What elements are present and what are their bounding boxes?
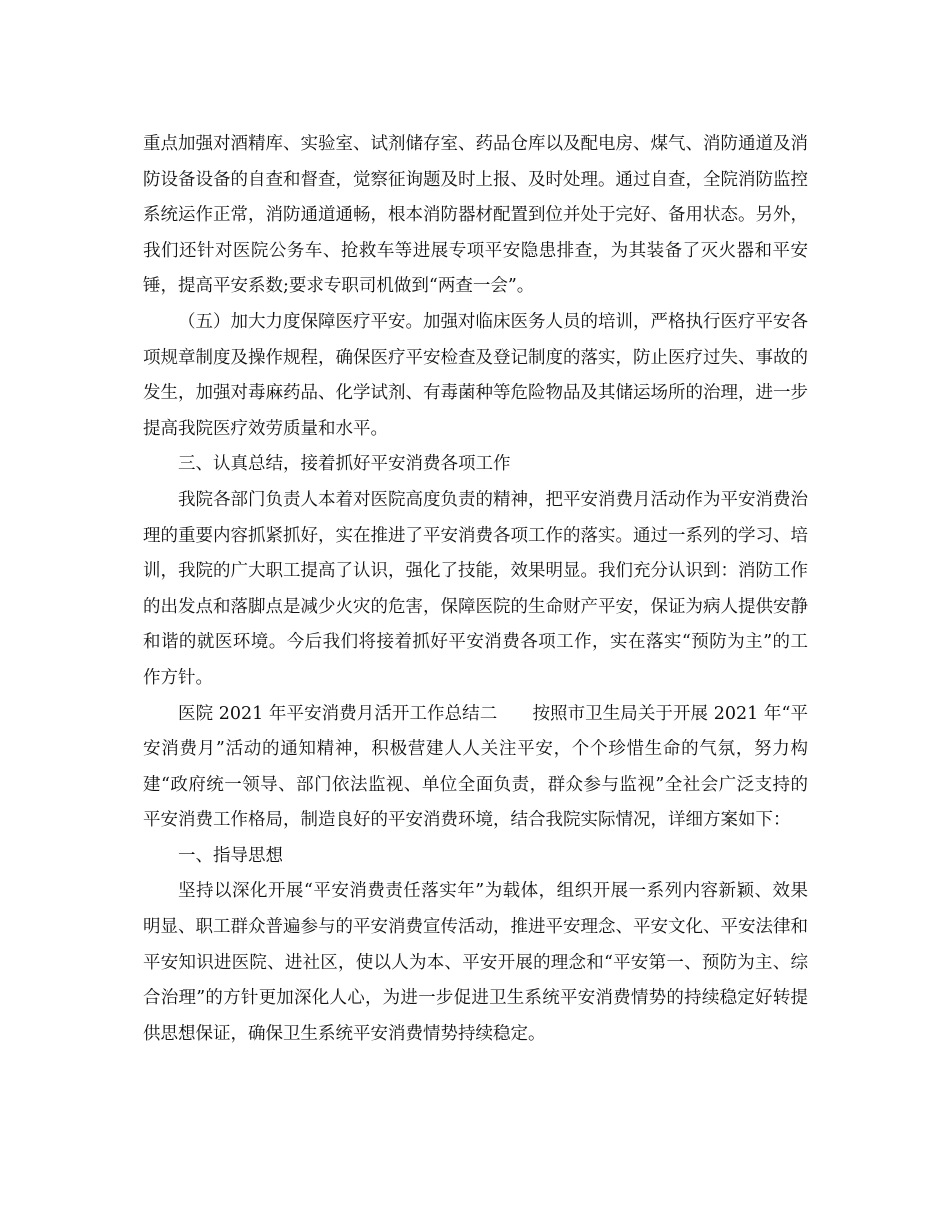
- section-heading-guiding-thought: 一、指导思想: [178, 845, 283, 866]
- section-heading-summary: 三、认真总结，接着抓好平安消费各项工作: [178, 454, 511, 475]
- document-body: [143, 127, 808, 1052]
- paragraph-work-summary-two: 医院 2021 年平安消费月活开工作总结二 按照市卫生局关于开展 2021 年“平安消费月”活动的通知精神，积极营建人人关注平安，个个珍惜生命的气氛，努力构建“政府统一领导、部门依法监视、单位全面负责，群众参与监视”全社会广泛支持的平安消费工作格局，制造良好的平安消费环境，结合我院实际情况，详细方案如下：: [143, 703, 808, 831]
- paragraph-department-summary: 我院各部门负责人本着对医院高度负责的精神，把平安消费月活动作为平安消费治理的重要内容抓紧抓好，实在推进了平安消费各项工作的落实。通过一系列的学习、培训，我院的广大职工提高了认识，强化了技能，效果明显。我们充分认识到：消防工作的出发点和落脚点是减少火灾的危害，保障医院的生命财产平安，保证为病人提供安静和谐的就医环境。今后我们将接着抓好平安消费各项工作，实在落实“预防为主”的工作方针。: [143, 489, 808, 688]
- paragraph-medical-safety: （五）加大力度保障医疗平安。加强对临床医务人员的培训，严格执行医疗平安各项规章制度及操作规程，确保医疗平安检查及登记制度的落实，防止医疗过失、事故的发生，加强对毒麻药品、化学试剂、有毒菌种等危险物品及其储运场所的治理，进一步提高我院医疗效劳质量和水平。: [143, 311, 808, 439]
- paragraph-guiding-thought: 坚持以深化开展“平安消费责任落实年”为载体，组织开展一系列内容新颖、效果明显、职工群众普遍参与的平安消费宣传活动，推进平安理念、平安文化、平安法律和平安知识进医院、进社区，使以人为本、平安开展的理念和“平安第一、预防为主、综合治理”的方针更加深化人心，为进一步促进卫生系统平安消费情势的持续稳定好转提供思想保证，确保卫生系统平安消费情势持续稳定。: [143, 881, 808, 1044]
- paragraph-fire-inspection: 重点加强对酒精库、实验室、试剂储存室、药品仓库以及配电房、煤气、消防通道及消防设备设备的自查和督查，觉察征询题及时上报、及时处理。通过自查，全院消防监控系统运作正常，消防通道通畅，根本消防器材配置到位并处于完好、备用状态。另外，我们还针对医院公务车、抢救车等进展专项平安隐患排查，为其装备了灭火器和平安锤，提高平安系数;要求专职司机做到“两查一会”。: [143, 134, 808, 297]
